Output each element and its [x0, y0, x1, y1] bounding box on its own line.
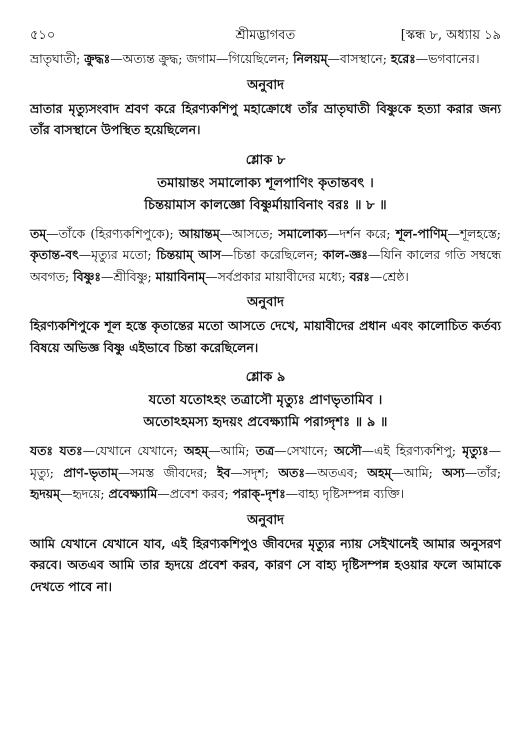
translation-9: আমি যেখানে যেখানে যাব, এই হিরণ্যকশিপুও জীবদের মৃত্যুর ন্যায় সেইখানেই আমার অনুসরণ করবে। অতএব আমি তার হৃদয়ে প্রবেশ করব, কারণ সে বাহ্য দৃষ্টিসম্পন্ন হওয়ার ফলে আমাকে দেখতে পাবে না। [30, 535, 501, 594]
sanskrit-word: অতঃ [278, 464, 305, 480]
word-meaning: —অত্যন্ত ক্রুদ্ধ; জগাম—গিয়েছিলেন; [110, 51, 294, 66]
sanskrit-word: অহম্ [184, 443, 209, 458]
word-meaning: —মৃত্যুর মতো; [78, 247, 157, 262]
book-title: শ্রীমদ্ভাগবত [235, 28, 296, 43]
sanskrit-word: হৃদয়ম্ [30, 486, 60, 501]
synonyms-8 [30, 223, 501, 288]
word-meaning: —শ্রেষ্ঠ। [369, 268, 409, 284]
translation-7: ভ্রাতার মৃত্যুসংবাদ শ্রবণ করে হিরণ্যকশিপু মহাক্রোধে তাঁর ভ্রাতৃঘাতী বিষ্ণুকে হত্যা করার জন্য তাঁর বাসস্থানে উপস্থিত হয়েছিলেন। [30, 100, 501, 137]
shloka-8-heading: শ্লোক ৮ [245, 152, 286, 168]
anubad-heading-8: অনুবাদ [247, 295, 284, 310]
word-meaning: —সেখানে; [274, 443, 335, 458]
sanskrit-word: কৃতান্ত-বৎ [30, 247, 79, 262]
sanskrit-word: পরাক্-দৃশঃ [232, 486, 286, 501]
word-meaning: —এই হিরণ্যকশিপু; [361, 443, 463, 458]
word-meaning: —আসতে; [219, 225, 279, 241]
word-meaning: —শ্রীবিষ্ণু; [100, 268, 156, 284]
translation-8: হিরণ্যকশিপুকে শূল হস্তে কৃতান্তের মতো আসতে দেখে, মায়াবীদের প্রধান এবং কালোচিত কর্তব্য বিষয়ে অভিজ্ঞ বিষ্ণু এইভাবে চিন্তা করেছিলেন। [30, 318, 501, 355]
sanskrit-word: অসৌ [334, 443, 362, 458]
word-meaning: —ভগবানের। [415, 51, 480, 66]
word-meaning: —চিন্তা করেছিলেন; [220, 247, 323, 262]
verse-8-line-1: তমায়ান্তং সমালোক্য শূলপাণিং কৃতান্তবৎ । [157, 175, 374, 191]
word-meaning: —সমস্ত জীবদের; [117, 464, 217, 480]
word-meaning: —সদৃশ; [230, 464, 279, 480]
page-header [30, 26, 501, 48]
sanskrit-word: কাল-জ্ঞঃ [322, 247, 368, 262]
sanskrit-word: বিষ্ণুঃ [73, 268, 101, 284]
sanskrit-word: মায়াবিনাম্ [155, 268, 206, 284]
sanskrit-word: তত্র [255, 443, 275, 458]
verse-9-line-2: অতোঽহমস্য হৃদয়ং প্রবেক্ষ্যামি পরাগ্দৃশঃ ॥ ৯ ॥ [143, 415, 388, 430]
synonyms-9 [30, 440, 501, 505]
anubad-heading-7: অনুবাদ [247, 77, 284, 93]
sanskrit-word: ইব [216, 464, 231, 480]
word-meaning: —বাহ্য দৃষ্টিসম্পন্ন ব্যক্তি। [285, 486, 405, 501]
sanskrit-word: প্রাণ-ভৃতাম্ [63, 464, 118, 480]
sanskrit-word: আয়ান্তম্ [178, 225, 220, 241]
word-meaning: —বাসস্থানে; [327, 51, 391, 66]
sanskrit-word: সমালোক্য [278, 225, 328, 241]
page-number: ৫১০ [30, 28, 56, 43]
word-meaning: —প্রবেশ করব; [157, 486, 233, 501]
sanskrit-word: হরেঃ [390, 51, 416, 66]
word-meaning: —অতএব; [304, 464, 368, 480]
word-meaning: —সর্বপ্রকার মায়াবীদের মধ্যে; [205, 268, 350, 284]
verse-8-line-2: চিন্তয়ামাস কালজ্ঞো বিষ্ণুর্মায়াবিনাং বরঃ ॥ ৮ ॥ [144, 197, 387, 213]
sanskrit-word: প্রবেক্ষ্যামি [108, 486, 158, 501]
section-label: [স্কন্ধ ৮, অধ্যায় ১৯ [400, 28, 501, 43]
top-synonyms [30, 48, 501, 70]
word-meaning: —মৃত্যু; [30, 443, 502, 480]
shloka-9-heading: শ্লোক ৯ [245, 370, 286, 385]
word-meaning: —তাঁকে (হিরণ্যকশিপুকে); [46, 225, 179, 241]
word-meaning: ভ্রাতৃঘাতী; [30, 51, 85, 66]
sanskrit-word: বরঃ [349, 268, 370, 284]
word-meaning: —হৃদয়ে; [59, 486, 109, 501]
word-meaning: —আমি; [208, 443, 256, 458]
sanskrit-word: মৃত্যুঃ [462, 443, 489, 458]
word-meaning: —যেখানে যেখানে; [82, 443, 184, 458]
verse-9-line-1: যতো যতোঽহং তত্রাসৌ মৃত্যুঃ প্রাণভৃতামিব । [148, 393, 383, 408]
sanskrit-word: ক্রুদ্ধঃ [84, 51, 111, 66]
word-meaning: —আমি; [391, 464, 443, 480]
word-meaning: —দর্শন করে; [327, 225, 396, 241]
sanskrit-word: যতঃ যতঃ [30, 443, 83, 458]
anubad-heading-9: অনুবাদ [247, 512, 284, 528]
sanskrit-word: অস্য [442, 464, 465, 480]
sanskrit-word: শূল-পাণিম্ [395, 225, 448, 241]
word-meaning: —শূলহস্তে; [447, 225, 501, 241]
sanskrit-word: নিলয়ম্ [293, 51, 328, 66]
sanskrit-word: অহম্ [367, 464, 392, 480]
word-meaning: —তাঁর; [464, 464, 502, 480]
word-meaning: —যিনি কালের গতি সম্বন্ধে অবগত; [30, 247, 502, 284]
sanskrit-word: তম্ [30, 225, 47, 241]
sanskrit-word: চিন্তয়াম্ আস [156, 247, 221, 262]
